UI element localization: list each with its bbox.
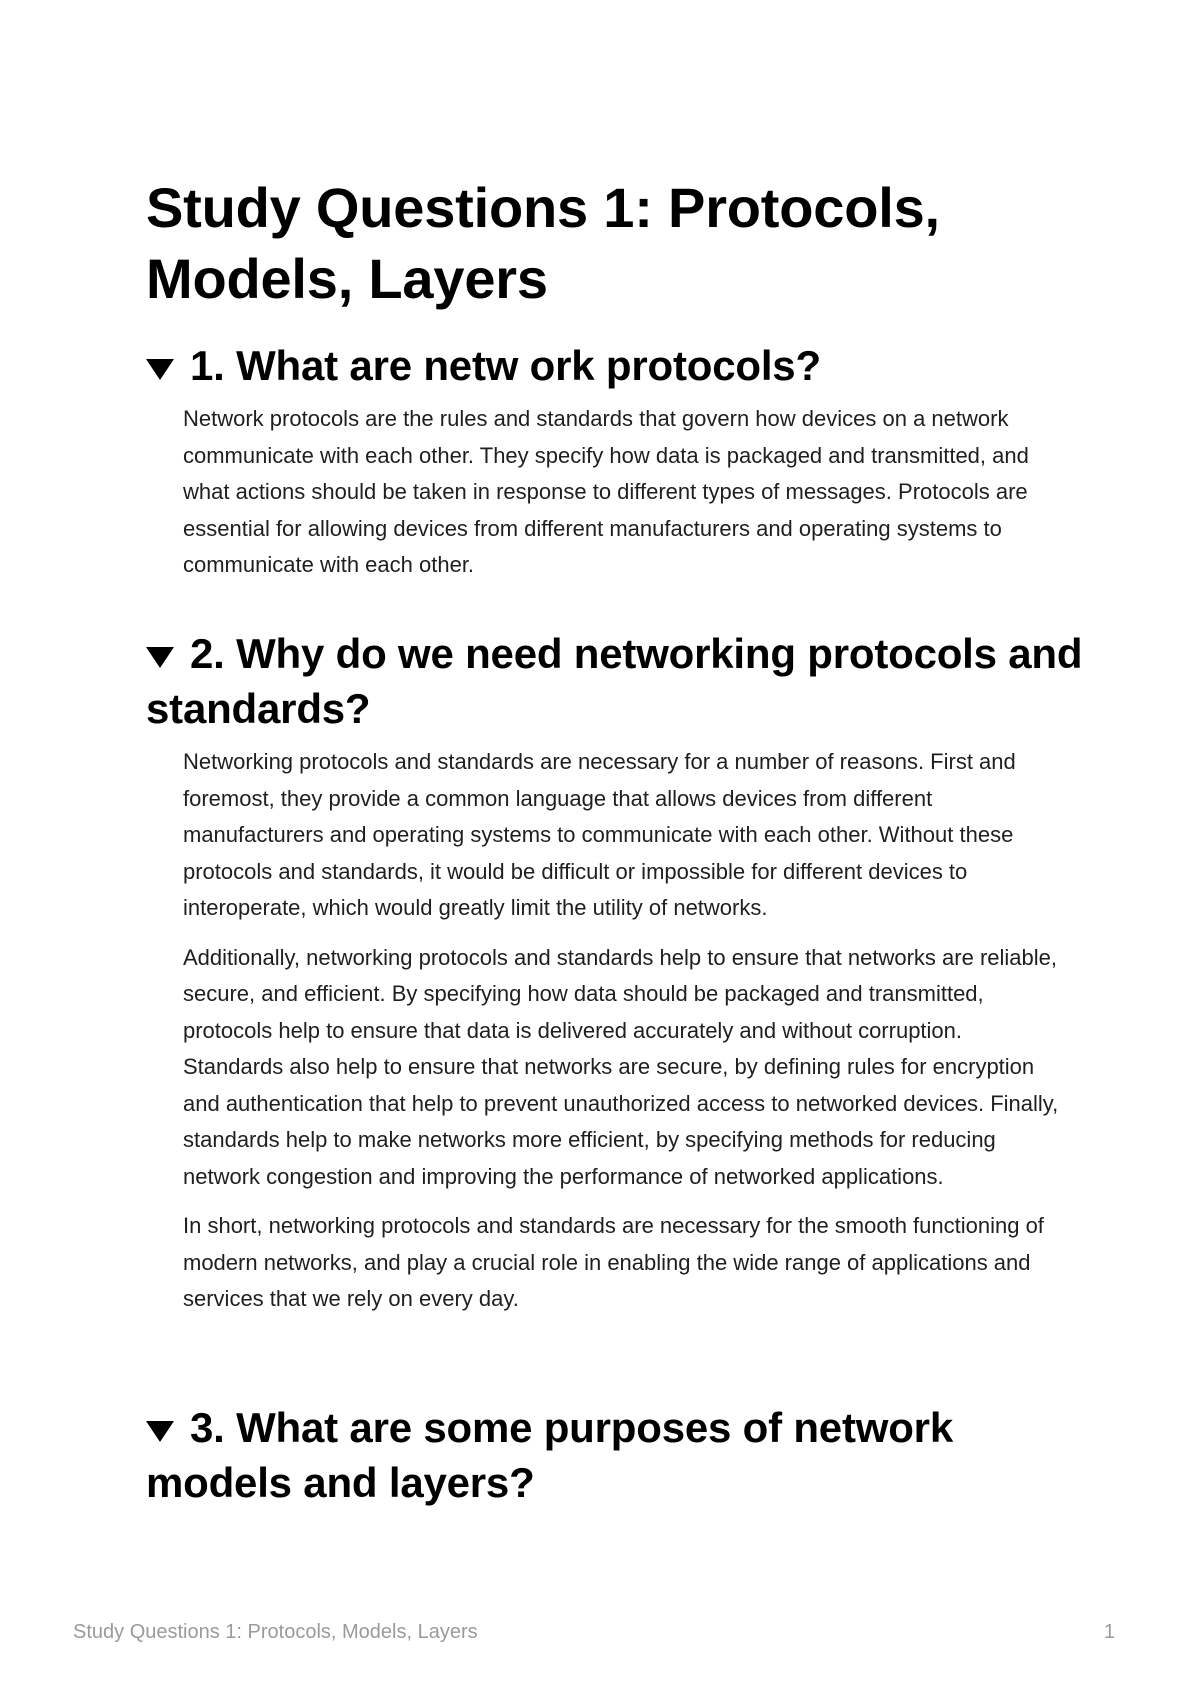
toggle-section-3 (146, 1400, 1086, 1510)
section-body (183, 401, 1063, 584)
section-heading-3 (146, 1400, 1086, 1510)
paragraph: Networking protocols and standards are necessary for a number of reasons. First and foremost, they provide a common language that allows devices from different manufacturers and operating systems to communicate with each other. Without these protocols and standards, it would be difficult or impossible for different devices to interoperate, which would greatly limit the utility of networks. (183, 749, 1016, 920)
page-title: Study Questions 1: Protocols, Models, Layers (146, 176, 940, 310)
section-heading-2 (146, 626, 1086, 736)
paragraph: Network protocols are the rules and standards that govern how devices on a network communicate with each other. They specify how data is packaged and transmitted, and what actions should be taken in response to different types of messages. Protocols are essential for allowing devices from different manufacturers and operating systems to communicate with each other. (183, 406, 1029, 577)
section-heading-1 (146, 338, 1086, 393)
section-heading-text: 2. Why do we need networking protocols and standards? (146, 630, 1083, 732)
footer-doc-title: Study Questions 1: Protocols, Models, Layers (73, 1621, 478, 1643)
triangle-down-icon[interactable] (146, 1418, 176, 1442)
section-body (183, 744, 1063, 1318)
paragraph: In short, networking protocols and standards are necessary for the smooth functioning of modern networks, and play a crucial role in enabling the wide range of applications and services that we rely on every day. (183, 1213, 1044, 1311)
paragraph: Additionally, networking protocols and standards help to ensure that networks are reliable, secure, and efficient. By specifying how data should be packaged and transmitted, protocols help to ensure that data is delivered accurately and without corruption. Standards also help to ensure that networks are secure, by defining rules for encryption and authentication that help to prevent unauthorized access to networked devices. Finally, standards help to make networks more efficient, by specifying methods for reducing network congestion and improving the performance of networked applications. (183, 944, 1059, 1189)
triangle-down-icon[interactable] (146, 356, 176, 380)
toggle-section-2 (146, 626, 1086, 1331)
footer-page-number: 1 (1103, 1621, 1115, 1643)
section-heading-text: 1. What are netw ork protocols? (190, 342, 821, 389)
toggle-section-1 (146, 338, 1086, 597)
triangle-down-icon[interactable] (146, 644, 176, 668)
section-heading-text: 3. What are some purposes of network models and layers? (146, 1404, 953, 1506)
